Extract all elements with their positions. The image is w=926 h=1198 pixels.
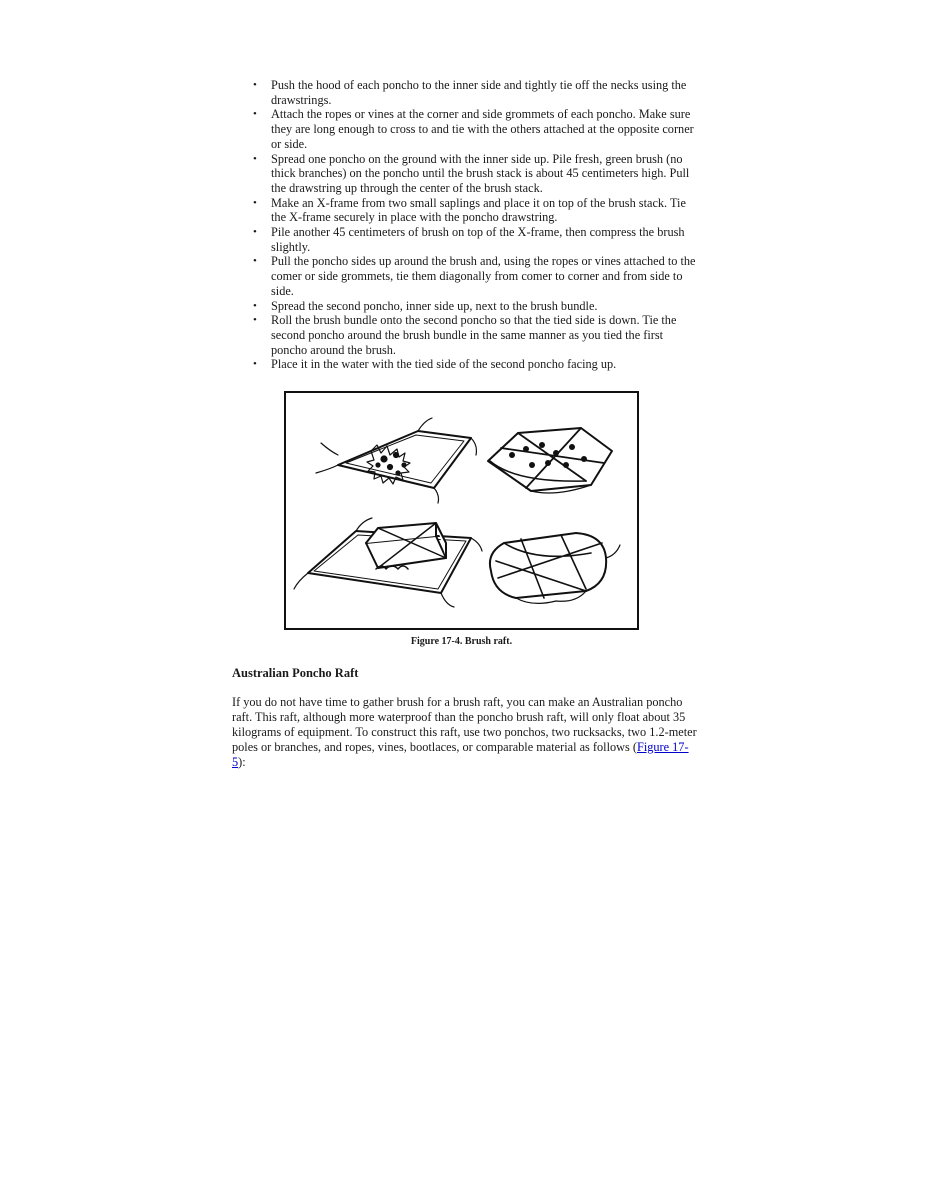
list-item: • Spread the second poncho, inner side up, next to the brush bundle.: [250, 299, 702, 314]
list-item: • Make an X-frame from two small saplings and place it on top of the brush stack. Tie the X-frame securely in place with the poncho drawstring.: [250, 196, 702, 225]
figure-link[interactable]: Figure 17-5: [232, 739, 689, 769]
tied-bundle-drawing: [488, 428, 612, 493]
section-heading: Australian Poncho Raft: [232, 666, 359, 680]
figure-caption: Figure 17-4. Brush raft.: [410, 636, 513, 647]
paragraph-end: ):: [238, 754, 246, 769]
brush-raft-figure: [284, 391, 639, 630]
list-item: • Place it in the water with the tied side of the second poncho facing up.: [250, 357, 702, 372]
list-item: • Spread one poncho on the ground with the inner side up. Pile fresh, green brush (no thick branches) on the poncho until the brush stack is about 45 centimeters high. Pull the drawstring up through the center of the brush stack.: [250, 152, 702, 196]
instruction-list: [250, 78, 702, 372]
list-item: • Pile another 45 centimeters of brush on top of the X-frame, then compress the brush slightly.: [250, 225, 702, 254]
list-item: • Roll the brush bundle onto the second poncho so that the tied side is down. Tie the second poncho around the brush bundle in the same manner as you tied the first poncho around the brush.: [250, 313, 702, 357]
poncho-with-brush-drawing: [316, 418, 476, 503]
list-item: • Push the hood of each poncho to the inner side and tightly tie off the necks using the drawstrings.: [250, 78, 702, 107]
list-item: • Attach the ropes or vines at the corner and side grommets of each poncho. Make sure they are long enough to cross to and tie with the others attached at the opposite corner or side.: [250, 107, 702, 151]
list-item: • Pull the poncho sides up around the brush and, using the ropes or vines attached to the comer or side grommets, tie them diagonally from comer to corner and from side to side.: [250, 254, 702, 298]
paragraph-text: If you do not have time to gather brush for a brush raft, you can make an Australian poncho raft. This raft, although more waterproof than the poncho brush raft, will only float about 35 kilograms of equipment. To construct this raft, use two ponchos, two rucksacks, two 1.2-meter poles or branches, and ropes, vines, bootlaces, or comparable material as follows (: [232, 695, 697, 754]
x-frame-bundle-drawing: [294, 518, 482, 607]
wrapped-raft-drawing: [490, 533, 620, 603]
brush-raft-illustration: [286, 393, 637, 628]
section-paragraph: [232, 695, 702, 770]
